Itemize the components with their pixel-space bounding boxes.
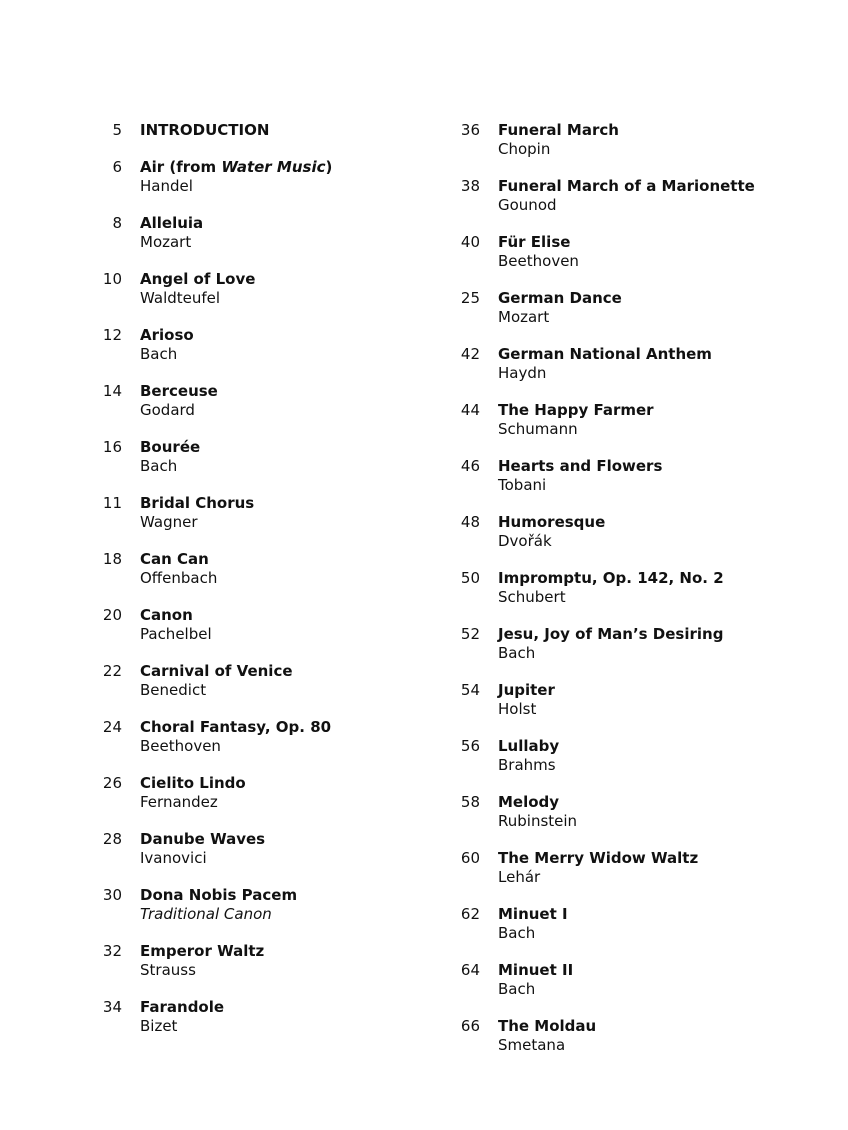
entry-title — [140, 158, 332, 177]
page-number: 52 — [460, 625, 480, 643]
entry-composer: Bizet — [140, 1017, 178, 1035]
entry-title: The Moldau — [498, 1017, 597, 1035]
toc-entry — [450, 513, 810, 569]
entry-composer: Bach — [498, 924, 536, 942]
entry-title: Berceuse — [140, 382, 218, 400]
entry-title: Angel of Love — [140, 270, 256, 288]
entry-composer: Mozart — [498, 308, 550, 326]
entry-composer: Godard — [140, 401, 195, 419]
toc-entry — [92, 606, 452, 662]
title-part-italic: Water Music — [221, 158, 326, 176]
toc-entry — [92, 550, 452, 606]
toc-entry — [450, 401, 810, 457]
entry-composer: Lehár — [498, 868, 541, 886]
entry-composer: Fernandez — [140, 793, 218, 811]
entry-title: Bridal Chorus — [140, 494, 255, 512]
toc-entry — [450, 737, 810, 793]
toc-entry — [450, 177, 810, 233]
entry-composer: Bach — [498, 980, 536, 998]
toc-entry — [450, 793, 810, 849]
toc-entry — [92, 158, 452, 214]
entry-title: Farandole — [140, 998, 225, 1016]
entry-title: Hearts and Flowers — [498, 457, 663, 475]
entry-title: Minuet I — [498, 905, 568, 923]
entry-title: Alleluia — [140, 214, 204, 232]
entry-title: Melody — [498, 793, 560, 811]
toc-entry — [450, 625, 810, 681]
title-part: ) — [325, 158, 333, 176]
page-number: 8 — [112, 214, 122, 232]
page-number: 18 — [102, 550, 122, 568]
toc-entry — [450, 121, 810, 177]
entry-title: Funeral March of a Marionette — [498, 177, 755, 195]
page-number: 22 — [102, 662, 122, 680]
entry-composer: Handel — [140, 177, 193, 195]
page-number: 16 — [102, 438, 122, 456]
entry-title: Lullaby — [498, 737, 560, 755]
entry-title: INTRODUCTION — [140, 121, 270, 139]
toc-entry — [450, 233, 810, 289]
entry-composer: Holst — [498, 700, 537, 718]
entry-composer: Tobani — [498, 476, 547, 494]
page-number: 60 — [460, 849, 480, 867]
page-number: 10 — [102, 270, 122, 288]
page-number: 38 — [460, 177, 480, 195]
entry-title: Jesu, Joy of Man’s Desiring — [498, 625, 724, 643]
entry-title: Jupiter — [498, 681, 555, 699]
entry-composer: Haydn — [498, 364, 547, 382]
entry-composer: Schumann — [498, 420, 578, 438]
entry-composer: Strauss — [140, 961, 196, 979]
page-number: 24 — [102, 718, 122, 736]
page-number: 28 — [102, 830, 122, 848]
toc-entry — [92, 774, 452, 830]
page-number: 64 — [460, 961, 480, 979]
toc-entry — [92, 886, 452, 942]
page-number: 11 — [102, 494, 122, 512]
entry-composer: Mozart — [140, 233, 192, 251]
page-number: 66 — [460, 1017, 480, 1035]
entry-composer: Ivanovici — [140, 849, 207, 867]
toc-entry — [450, 905, 810, 961]
toc-entry — [92, 998, 452, 1054]
entry-composer: Bach — [140, 457, 178, 475]
page-number: 5 — [112, 121, 122, 139]
toc-entry — [92, 270, 452, 326]
toc-entry — [450, 569, 810, 625]
page-number: 44 — [460, 401, 480, 419]
page-number: 50 — [460, 569, 480, 587]
entry-composer: Beethoven — [140, 737, 221, 755]
toc-entry — [450, 345, 810, 401]
entry-title: Can Can — [140, 550, 209, 568]
page-number: 12 — [102, 326, 122, 344]
entry-title: Für Elise — [498, 233, 571, 251]
toc-entry — [92, 494, 452, 550]
entry-title: Canon — [140, 606, 193, 624]
entry-composer: Waldteufel — [140, 289, 221, 307]
page-number: 6 — [112, 158, 122, 176]
page-number: 62 — [460, 905, 480, 923]
page-number: 48 — [460, 513, 480, 531]
entry-title: Cielito Lindo — [140, 774, 246, 792]
entry-composer: Gounod — [498, 196, 557, 214]
entry-composer: Dvořák — [498, 532, 552, 550]
entry-title: Humoresque — [498, 513, 606, 531]
entry-composer: Rubinstein — [498, 812, 578, 830]
entry-title: Impromptu, Op. 142, No. 2 — [498, 569, 724, 587]
entry-composer: Pachelbel — [140, 625, 212, 643]
entry-title: The Happy Farmer — [498, 401, 654, 419]
toc-right-column — [450, 121, 810, 1073]
entry-title: Danube Waves — [140, 830, 266, 848]
entry-title: Funeral March — [498, 121, 619, 139]
toc-entry — [92, 942, 452, 998]
page-number: 36 — [460, 121, 480, 139]
page-number: 20 — [102, 606, 122, 624]
page-number: 30 — [102, 886, 122, 904]
entry-composer: Offenbach — [140, 569, 218, 587]
toc-entry — [92, 718, 452, 774]
entry-title: Emperor Waltz — [140, 942, 265, 960]
entry-composer: Wagner — [140, 513, 198, 531]
entry-title: Bourée — [140, 438, 201, 456]
page-number: 34 — [102, 998, 122, 1016]
entry-composer: Smetana — [498, 1036, 566, 1054]
page-number: 25 — [460, 289, 480, 307]
toc-entry — [450, 1017, 810, 1073]
entry-composer: Bach — [140, 345, 178, 363]
page-number: 42 — [460, 345, 480, 363]
entry-composer: Chopin — [498, 140, 551, 158]
entry-title: German Dance — [498, 289, 622, 307]
toc-entry — [92, 214, 452, 270]
toc-entry — [92, 662, 452, 718]
entry-composer: Schubert — [498, 588, 566, 606]
entry-title: Minuet II — [498, 961, 574, 979]
entry-composer: Traditional Canon — [140, 905, 272, 923]
entry-title: German National Anthem — [498, 345, 712, 363]
page-number: 54 — [460, 681, 480, 699]
entry-composer: Beethoven — [498, 252, 579, 270]
entry-title: The Merry Widow Waltz — [498, 849, 699, 867]
toc-entry — [92, 830, 452, 886]
toc-entry — [450, 961, 810, 1017]
toc-entry — [92, 382, 452, 438]
entry-composer: Brahms — [498, 756, 556, 774]
entry-title: Choral Fantasy, Op. 80 — [140, 718, 332, 736]
entry-title: Dona Nobis Pacem — [140, 886, 298, 904]
page-number: 32 — [102, 942, 122, 960]
toc-entry — [450, 849, 810, 905]
page-number: 40 — [460, 233, 480, 251]
page-number: 14 — [102, 382, 122, 400]
toc-entry — [450, 681, 810, 737]
entry-composer: Bach — [498, 644, 536, 662]
page-number: 26 — [102, 774, 122, 792]
toc-left-column — [92, 121, 452, 1054]
toc-entry — [92, 121, 452, 158]
toc-entry — [92, 326, 452, 382]
entry-composer: Benedict — [140, 681, 207, 699]
entry-title: Carnival of Venice — [140, 662, 293, 680]
toc-entry — [450, 457, 810, 513]
page-number: 46 — [460, 457, 480, 475]
title-part: Air (from — [140, 158, 222, 176]
entry-title: Arioso — [140, 326, 194, 344]
page-number: 56 — [460, 737, 480, 755]
page-number: 58 — [460, 793, 480, 811]
toc-entry — [450, 289, 810, 345]
toc-entry — [92, 438, 452, 494]
